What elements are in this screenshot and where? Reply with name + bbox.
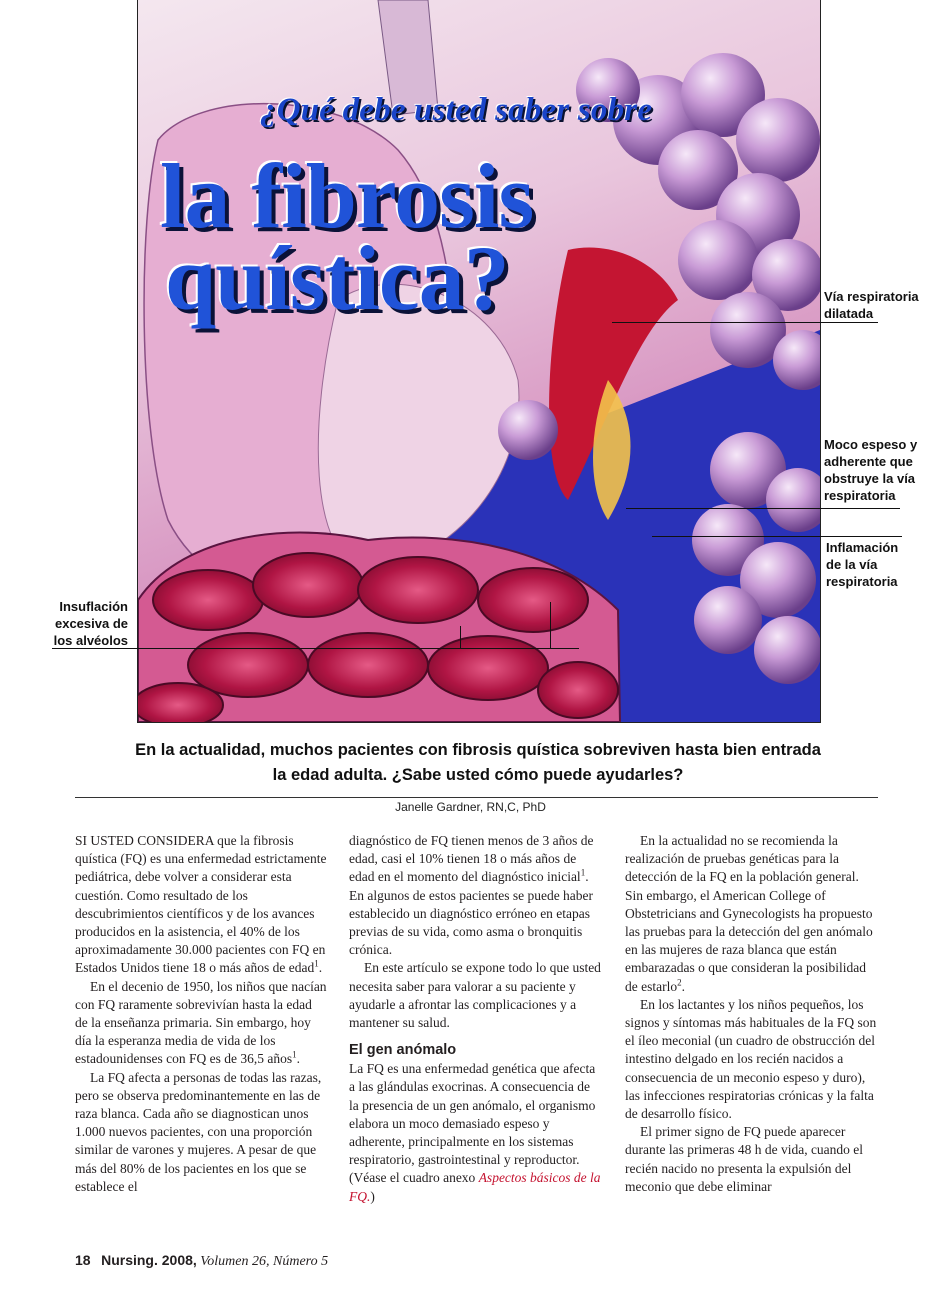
title-line-2: quística?	[165, 227, 509, 329]
callout-text: adherente que	[824, 454, 913, 469]
paragraph: En el decenio de 1950, los niños que nacían con FQ raramente sobrevivían hasta la edad de la enseñanza primaria. Sin embargo, hoy día la esperanza media de vida de los estadounidenses con FQ es de 36,5 años$^1$.	[75, 978, 327, 1067]
leader-tick	[460, 626, 461, 648]
column-1	[75, 832, 327, 1196]
callout-text: dilatada	[824, 306, 874, 321]
leader-line-inflammation	[652, 536, 902, 537]
journal-name: Nursing. 2008,	[101, 1252, 197, 1268]
paragraph: En este artículo se expone todo lo que usted necesita saber para valorar a su paciente y ayudarle a afrontar las complicaciones y a mantener su salud.	[349, 960, 601, 1031]
callout-text: respiratoria	[824, 488, 896, 503]
page-number: 18	[75, 1252, 91, 1268]
column-3	[625, 832, 877, 1196]
callout-inflammation	[826, 539, 898, 590]
paragraph: El primer signo de FQ puede aparecer durante las primeras 48 h de vida, cuando el recién nacido no presenta la expulsión del meconio que debe eliminar	[625, 1124, 864, 1194]
callout-text: Inflamación	[826, 540, 899, 555]
deck-line-1: En la actualidad, muchos pacientes con fibrosis quística sobreviven hasta bien entrada	[135, 741, 821, 759]
callout-text: excesiva de	[54, 616, 128, 631]
section-heading: El gen anómalo	[349, 1042, 457, 1059]
paragraph: La FQ es una enfermedad genética que afecta a las glándulas exocrinas. A consecuencia de la presencia de un gen anómalo, el organismo elabora un moco demasiado espeso y adherente, principalmente en los sistemas respiratorio, gastrointestinal y reproductor. (Véase el cuadro anexo Aspectos básicos de la FQ.)	[349, 1061, 601, 1204]
title-kicker: ¿Qué debe usted saber sobre	[260, 92, 653, 128]
leader-line-overinflation	[52, 648, 579, 649]
callout-dilated-airway	[824, 288, 919, 322]
callout-text: de la vía	[826, 557, 878, 572]
column-2	[349, 832, 601, 1206]
page-footer	[75, 1252, 328, 1270]
byline: Janelle Gardner, RN,C, PhD	[395, 800, 546, 814]
volume-info: Volumen 26, Número 5	[200, 1254, 329, 1269]
callout-mucus	[824, 436, 917, 504]
callout-text: obstruye la vía	[824, 471, 916, 486]
callout-text: Vía respiratoria	[824, 289, 919, 304]
paragraph: La FQ afecta a personas de todas las razas, pero se observa predominantemente en las de raza blanca. Cada año se diagnostican unos 1.000 nuevos pacientes, con una proporción similar de varones y mujeres. A pesar de que más del 80% de los pacientes en los que se establece el	[75, 1069, 322, 1194]
callout-text: los alvéolos	[53, 633, 128, 648]
callout-text: Insuflación	[59, 599, 128, 614]
leader-tick	[550, 602, 551, 648]
callout-overinflation	[52, 598, 128, 649]
article-deck	[100, 738, 856, 788]
callout-text: respiratoria	[826, 574, 898, 589]
paragraph: En la actualidad no se recomienda la realización de pruebas genéticas para la detección de la FQ en la población general. Sin embargo, el American College of Obstetricians and Gynecologists ha propuesto las pruebas para la detección del gen anómalo en las mujeres de raza blanca que están embarazadas o que consideran la posibilidad de estarlo$^2$.	[625, 833, 873, 994]
box-reference-link[interactable]: Aspectos básicos de la FQ.	[349, 1170, 601, 1204]
divider-rule	[75, 797, 878, 798]
paragraph: SI USTED CONSIDERA que la fibrosis quística (FQ) es una enfermedad estrictamente pediátrica, debe volver a considerar esta cuestión. Como resultado de los descubrimientos científicos y de los avances producidos en la asistencia, el 40% de los aproximadamente 30.000 pacientes con FQ en Estados Unidos tiene 18 o más años de edad$^1$.	[75, 833, 327, 976]
deck-line-2: la edad adulta. ¿Sabe usted cómo puede ayudarles?	[272, 766, 684, 784]
leader-line-dilated-airway	[612, 322, 878, 323]
leader-line-mucus	[626, 508, 900, 509]
callout-text: Moco espeso y	[824, 437, 918, 452]
paragraph: diagnóstico de FQ tienen menos de 3 años de edad, casi el 10% tienen 18 o más años de edad en el momento del diagnóstico inicial$^1$. En algunos de estos pacientes se puede haber establecido un diagnóstico erróneo en etapas previas de su vida, como asma o bronquitis crónica.	[349, 833, 594, 958]
paragraph: En los lactantes y los niños pequeños, los signos y síntomas más habituales de la FQ son el íleo meconial (un cuadro de obstrucción del intestino delgado en los recién nacidos a consecuencia de un meconio espeso y duro), las infecciones respiratorias crónicas y la falta de desarrollo físico.	[625, 996, 877, 1122]
title-line-1: la fibrosis	[160, 145, 534, 247]
